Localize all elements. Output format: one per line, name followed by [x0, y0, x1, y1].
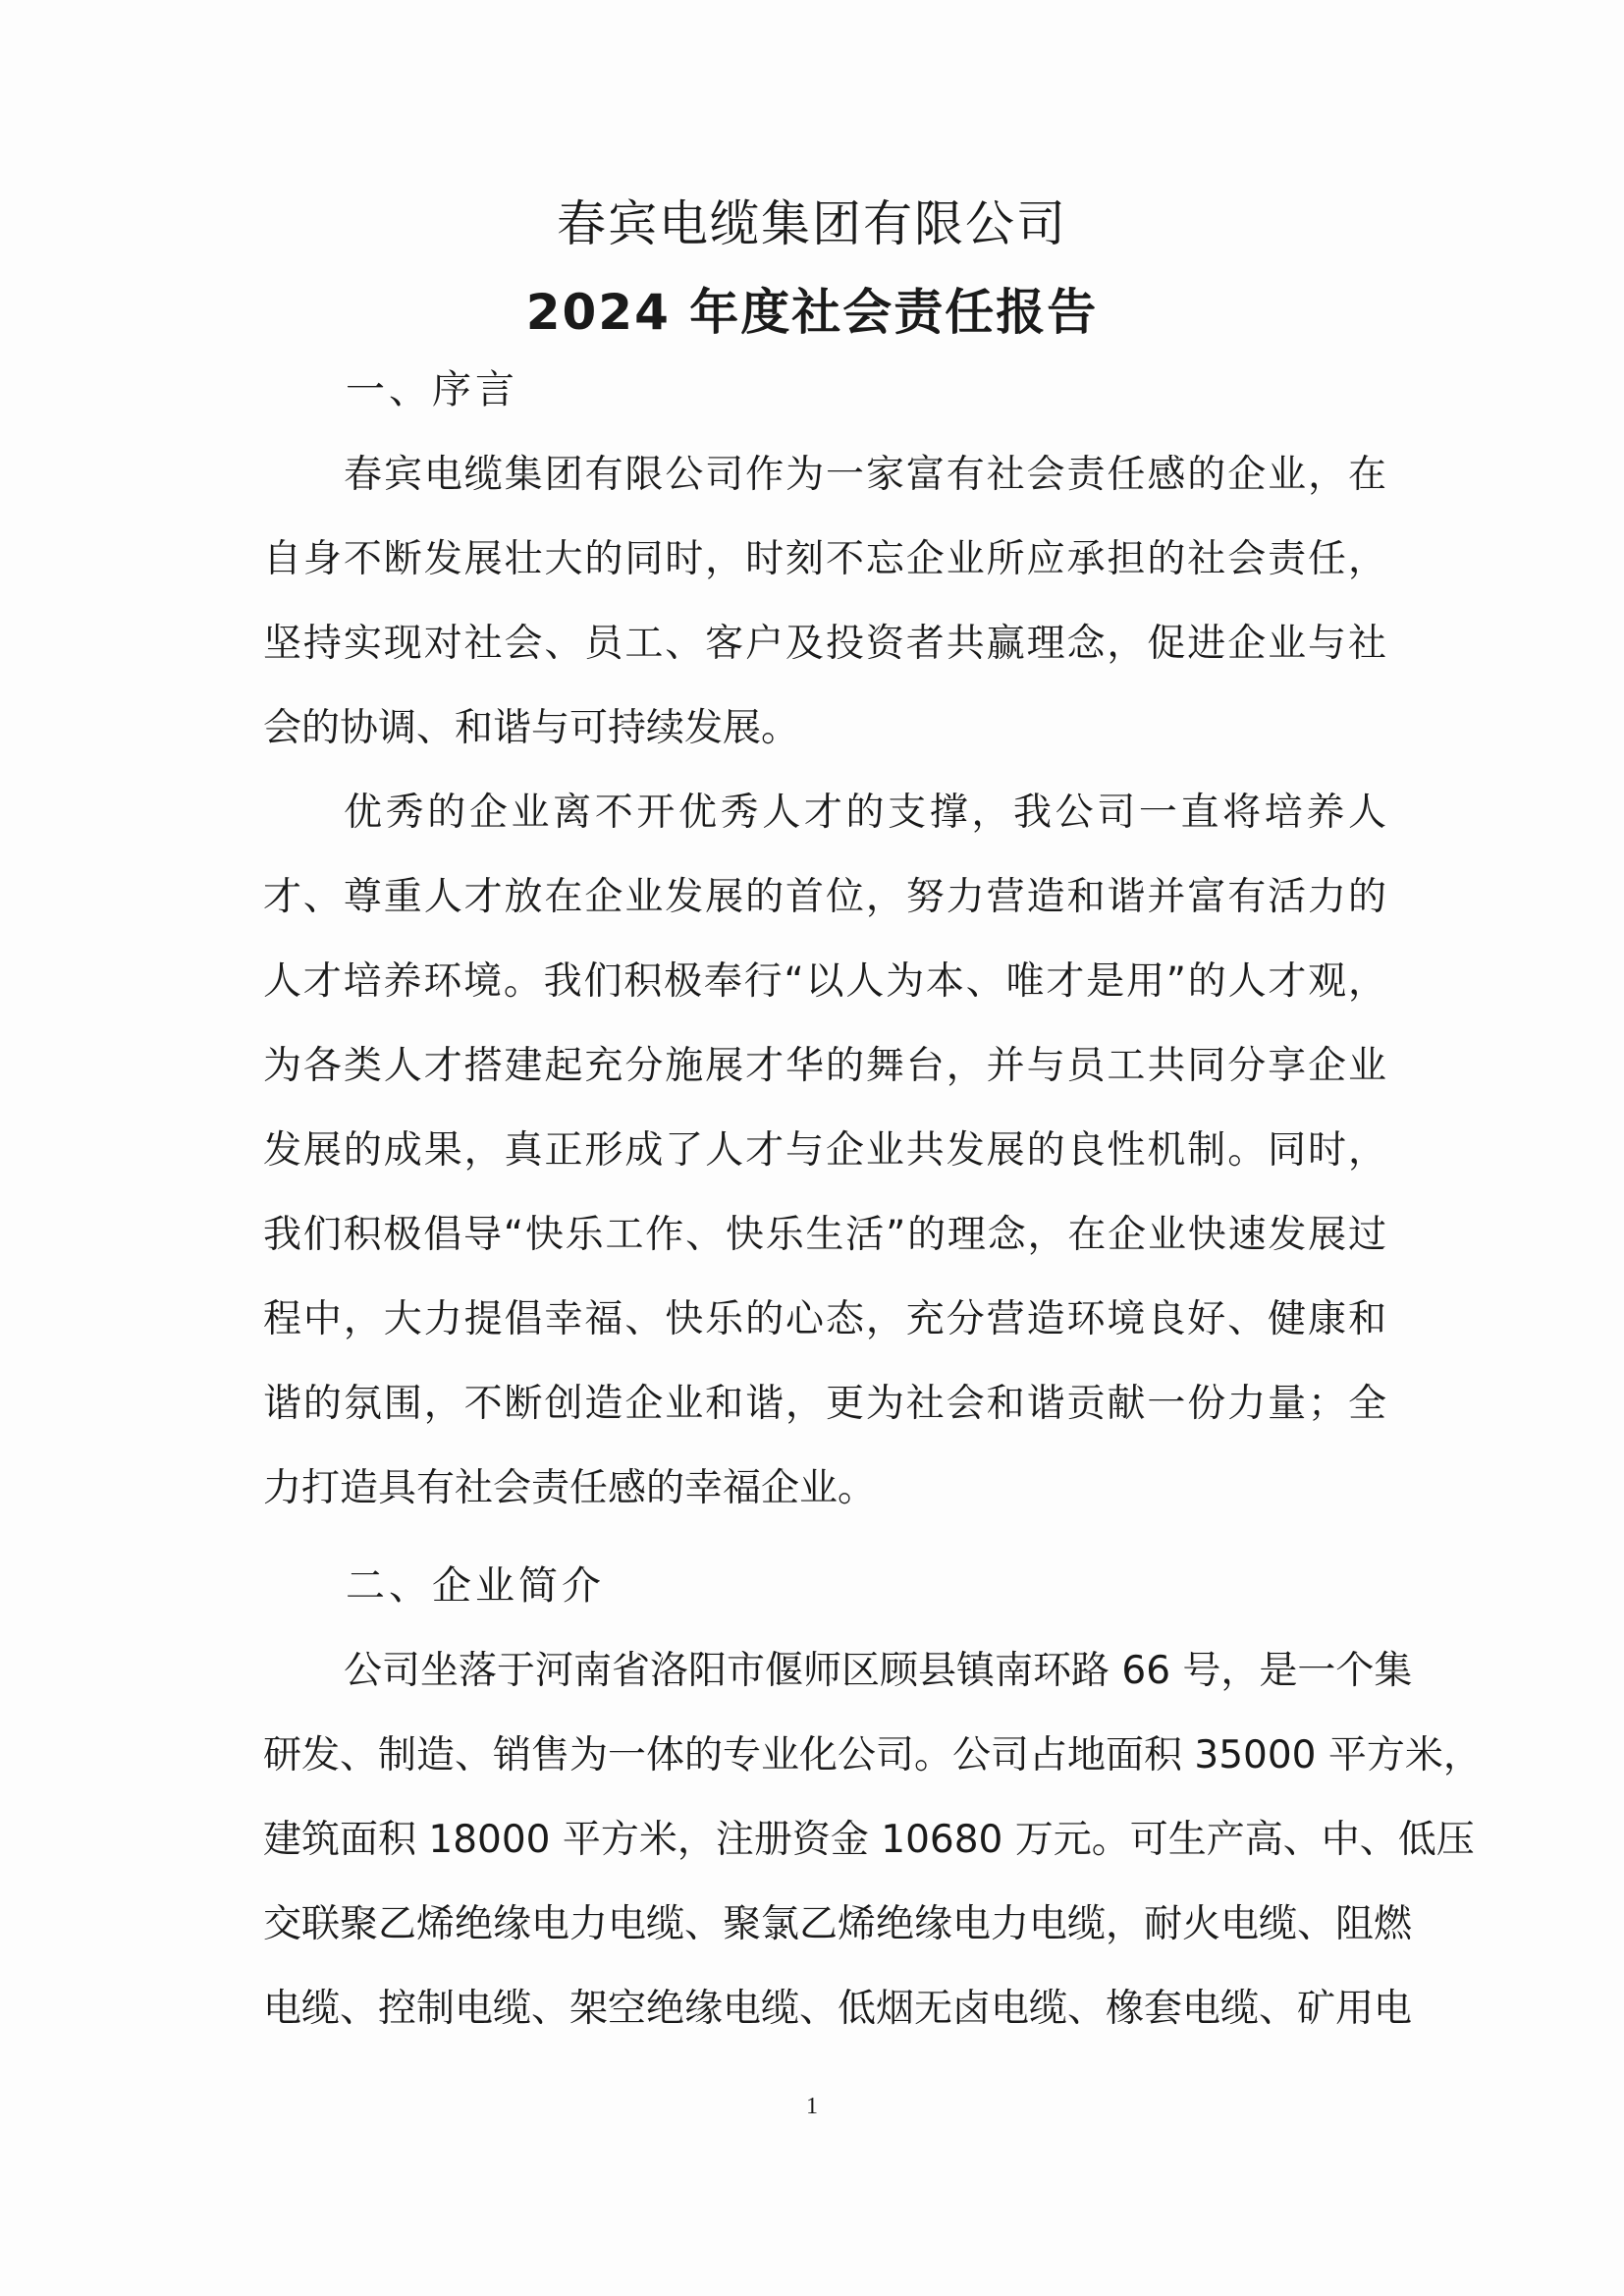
paragraph-line: 自身不断发展壮大的同时，时刻不忘企业所应承担的社会责任，: [263, 537, 1386, 581]
paragraph-line: 程中，大力提倡幸福、快乐的心态，充分营造环境良好、健康和: [263, 1297, 1386, 1341]
paragraph-line: 谐的氛围，不断创造企业和谐，更为社会和谐贡献一份力量；全: [263, 1382, 1386, 1426]
document-title-report: 2024 年度社会责任报告: [525, 284, 1099, 341]
paragraph-line: 电缆、控制电缆、架空绝缘电缆、低烟无卤电缆、橡套电缆、矿用电: [263, 1987, 1413, 2031]
paragraph-line: 人才培养环境。我们积极奉行“以人为本、唯才是用”的人才观，: [263, 959, 1386, 1004]
paragraph-line: 公司坐落于河南省洛阳市偃师区顾县镇南环路 66 号，是一个集: [344, 1649, 1413, 1693]
document-title-company: 春宾电缆集团有限公司: [557, 195, 1067, 252]
paragraph-line: 交联聚乙烯绝缘电力电缆、聚氯乙烯绝缘电力电缆，耐火电缆、阻燃: [263, 1902, 1413, 1946]
section-heading-preface: 一、序言: [346, 367, 518, 412]
paragraph-line: 坚持实现对社会、员工、客户及投资者共赢理念，促进企业与社: [263, 622, 1386, 666]
paragraph-line: 建筑面积 18000 平方米，注册资金 10680 万元。可生产高、中、低压: [263, 1818, 1475, 1862]
paragraph-line: 为各类人才搭建起充分施展才华的舞台，并与员工共同分享企业: [263, 1044, 1386, 1088]
section-heading-company-profile: 二、企业简介: [346, 1563, 605, 1609]
paragraph-line: 研发、制造、销售为一体的专业化公司。公司占地面积 35000 平方米，: [263, 1733, 1482, 1777]
paragraph-line: 我们积极倡导“快乐工作、快乐生活”的理念，在企业快速发展过: [263, 1213, 1386, 1257]
paragraph-line: 优秀的企业离不开优秀人才的支撑，我公司一直将培养人: [344, 791, 1386, 835]
paragraph-line: 会的协调、和谐与可持续发展。: [263, 706, 800, 750]
paragraph-line: 发展的成果，真正形成了人才与企业共发展的良性机制。同时，: [263, 1128, 1386, 1173]
paragraph-line: 才、尊重人才放在企业发展的首位，努力营造和谐并富有活力的: [263, 875, 1386, 919]
page-number: 1: [806, 2094, 818, 2119]
paragraph-line: 春宾电缆集团有限公司作为一家富有社会责任感的企业，在: [344, 453, 1386, 497]
paragraph-line: 力打造具有社会责任感的幸福企业。: [263, 1466, 877, 1510]
